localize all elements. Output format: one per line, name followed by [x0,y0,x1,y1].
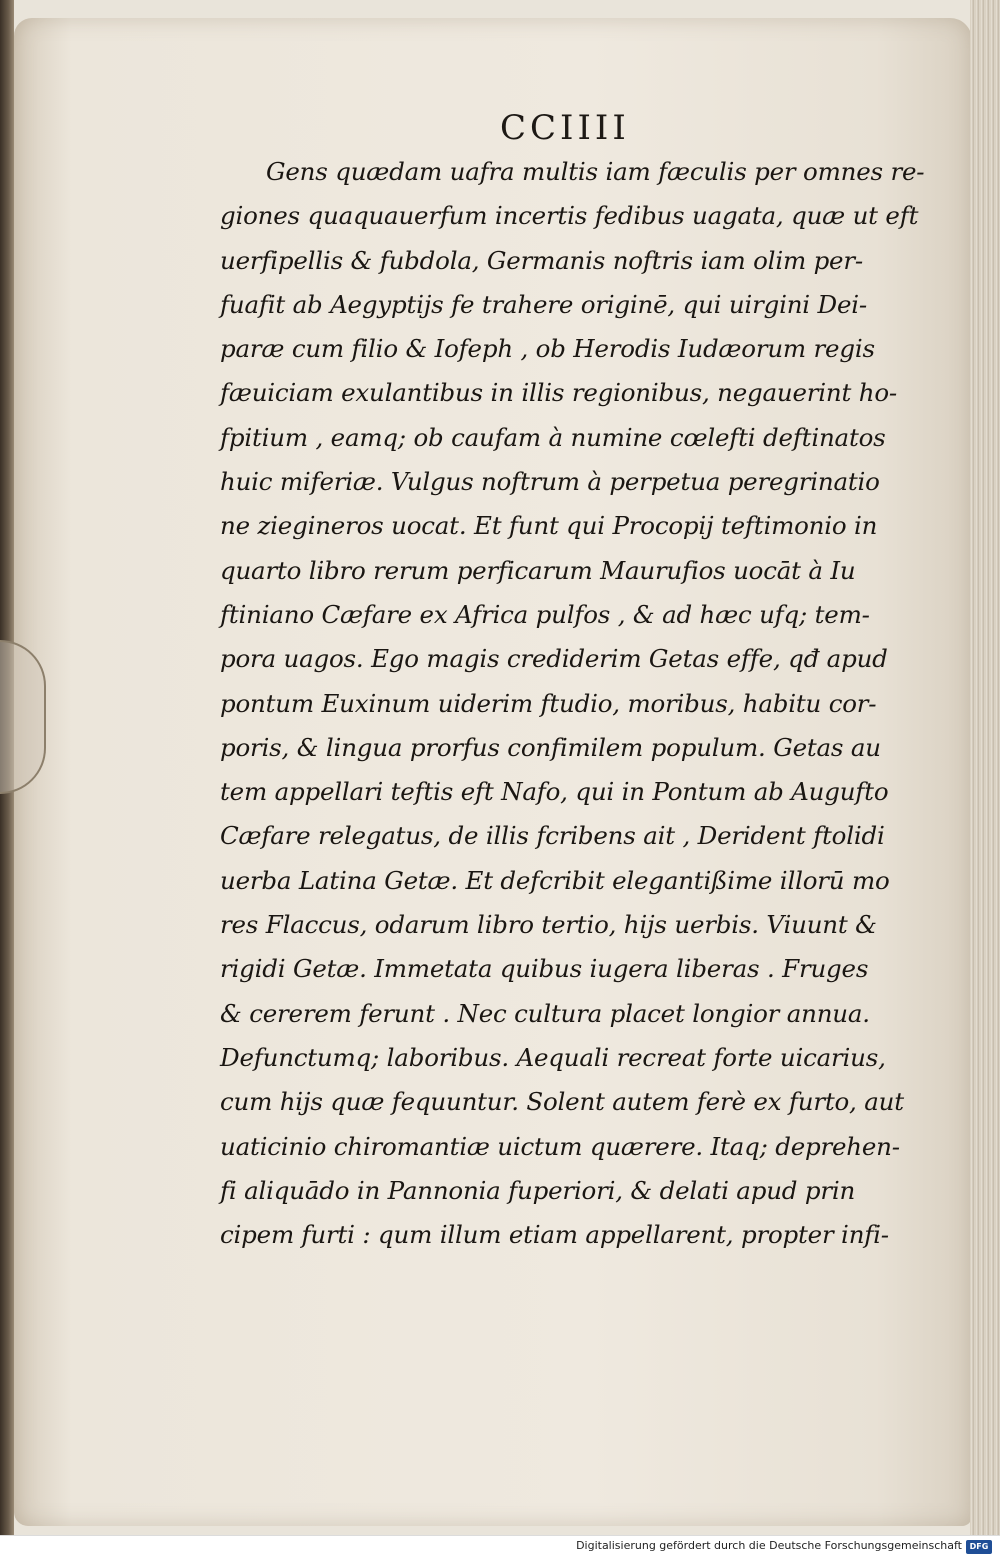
text-line: Defunctumq; laboribus. Aequali recreat forte uicarius, [220,1042,886,1072]
text-line: rigidi Getæ. Immetata quibus iugera liberas . Fruges [220,954,869,984]
text-line: fpitium , eamq; ob caufam à numine cœlefti deftinatos [220,422,886,452]
text-line: pontum Euxinum uiderim ftudio, moribus, habitu cor- [220,688,877,718]
text-line: poris, & lingua prorfus confimilem populum. Getas au [220,732,881,762]
text-line: cipem furti : qum illum etiam appellarent, propter infi- [220,1220,889,1250]
text-line: paræ cum filio & Iofeph , ob Herodis Iudæorum regis [220,334,875,364]
text-line: fuafit ab Aegyptijs fe trahere originē, qui uirgini Dei- [220,289,867,319]
text-line: uaticinio chiromantiæ uictum quærere. Itaq; deprehen- [220,1131,900,1161]
folio-number: CCIIII [500,108,630,148]
page-clip-shadow [0,640,46,794]
text-line: huic miferiæ. Vulgus noftrum à perpetua peregrinatio [220,467,880,497]
text-line: & cererem ferunt . Nec cultura placet longior annua. [220,998,870,1028]
text-line: uerfipellis & fubdola, Germanis noftris iam olim per- [220,245,863,275]
text-line: uerba Latina Getæ. Et defcribit elegantißime illorū mo [220,865,890,895]
text-line: res Flaccus, odarum libro tertio, hijs uerbis. Viuunt & [220,910,877,940]
text-line: ne ziegineros uocat. Et funt qui Procopij teftimonio in [220,511,878,541]
text-line: tem appellari teftis eft Nafo, qui in Pontum ab Augufto [220,777,889,807]
text-line: ftiniano Cæfare ex Africa pulfos , & ad hæc ufq; tem- [220,599,870,629]
text-line: Cæfare relegatus, de illis fcribens ait , Derident ftolidi [220,821,885,851]
text-line: quarto libro rerum perficarum Maurufios uocāt à Iu [220,555,856,585]
text-line: pora uagos. Ego magis crediderim Getas effe, qđ apud [220,644,888,674]
text-line: Gens quædam uafra multis iam fæculis per omnes re- [266,157,925,186]
text-line: fæuiciam exulantibus in illis regionibus, negauerint ho- [220,378,897,408]
text-line: fi aliquādo in Pannonia fuperiori, & delati apud prin [220,1175,856,1205]
footer-bar [0,1535,1000,1558]
text-line: cum hijs quæ fequuntur. Solent autem ferè ex furto, aut [220,1087,904,1117]
text-line: giones quaquauerfum incertis fedibus uagata, quæ ut eft [220,201,919,231]
body-text [220,150,940,1257]
funding-credit: Digitalisierung gefördert durch die Deutsche Forschungsgemeinschaft [576,1539,962,1552]
facing-page-edges [970,0,1000,1536]
dfg-logo-icon: DFG [966,1540,992,1554]
